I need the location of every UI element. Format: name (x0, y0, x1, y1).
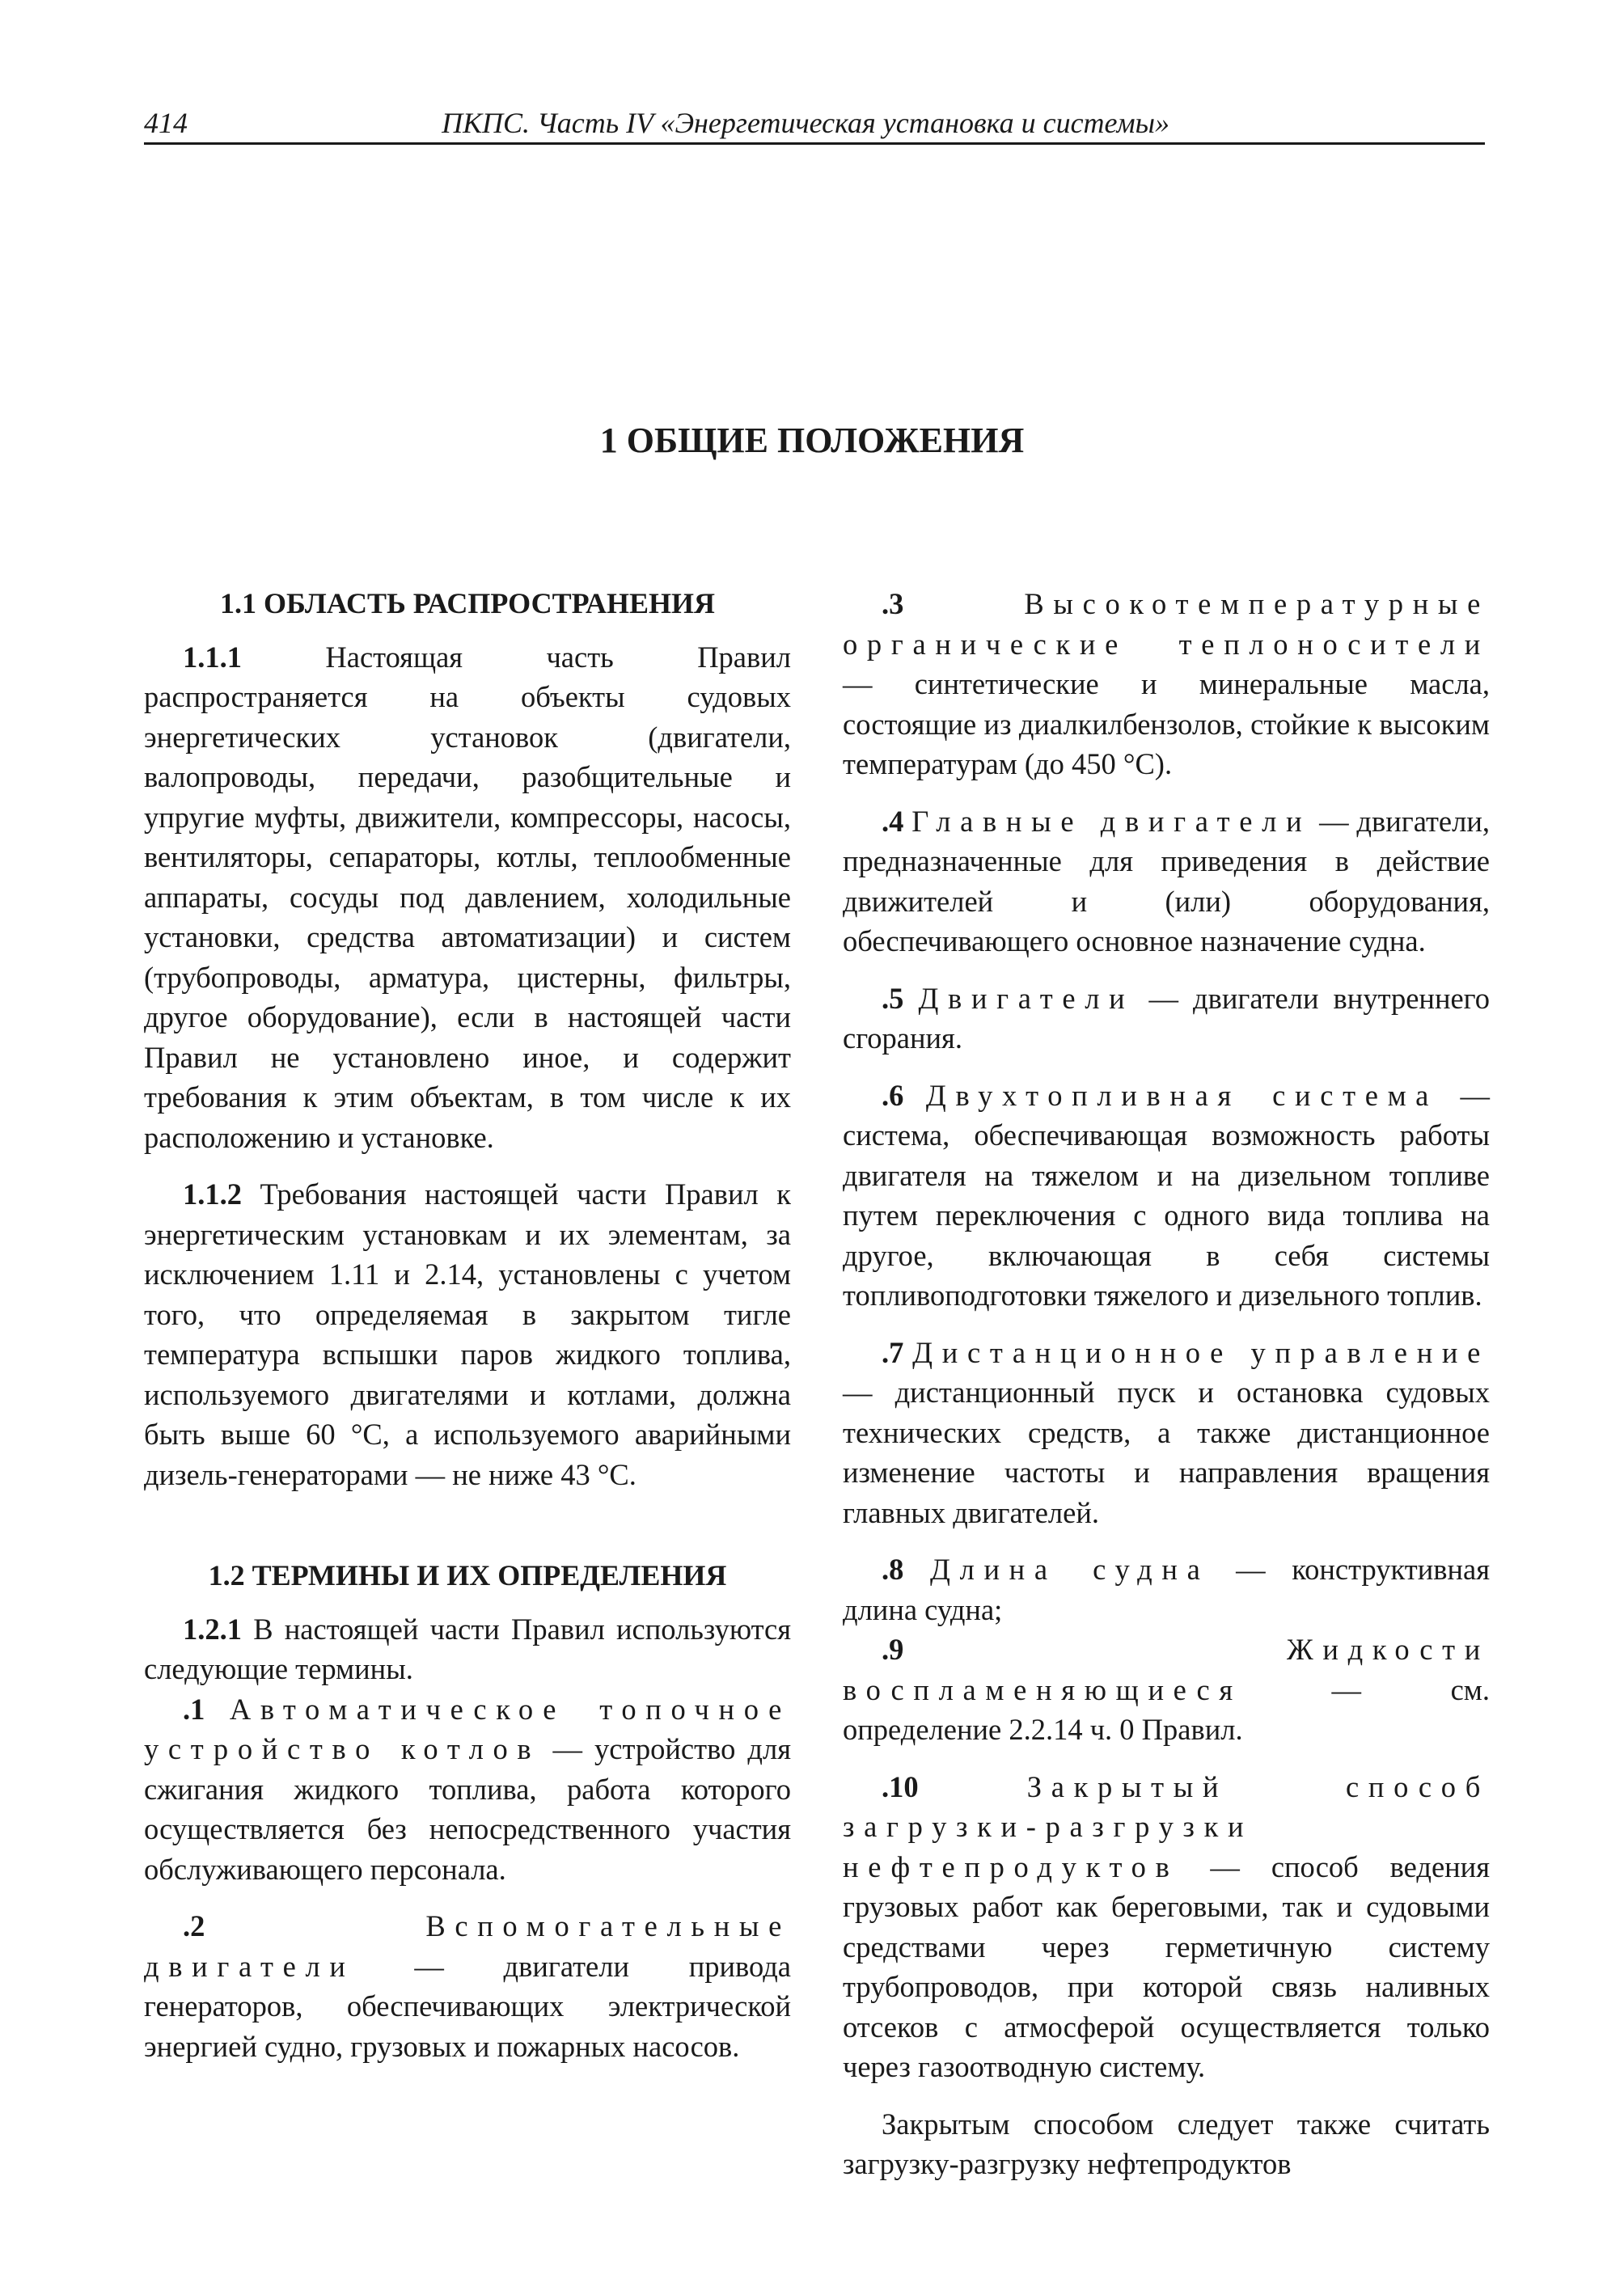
chapter-title: 1 ОБЩИЕ ПОЛОЖЕНИЯ (599, 421, 1025, 460)
term-definition: — устройство для сжигания жидкого топлива, работа которого осуществляется без непосредственного участия обслуживающего персонала. (144, 1732, 791, 1886)
term-name: Двухтопливная система (925, 1078, 1439, 1112)
term-number: .5 (882, 981, 904, 1015)
term-number: .7 (882, 1335, 904, 1369)
term-name: Двигатели (918, 981, 1135, 1015)
term-definition-9 (843, 1629, 1490, 1750)
term-definition-7 (843, 1333, 1490, 1533)
term-number: .10 (882, 1769, 919, 1803)
term-number: .9 (882, 1633, 904, 1666)
clause-number: 1.1.1 (183, 640, 242, 674)
term-definition-4 (843, 801, 1490, 962)
right-column (843, 584, 1490, 2201)
term-definition: — система, обеспечивающая возможность работы двигателя на тяжелом и на дизельном топливе путем переключения с одного вида топлива на другое, включающая в себя системы топливоподготовки тяжелого и дизельного топлив. (843, 1078, 1491, 1312)
term-number: .6 (882, 1078, 904, 1112)
term-number: .1 (183, 1692, 205, 1726)
page-number: 414 (144, 107, 188, 139)
term-definition-6 (843, 1076, 1490, 1316)
term-definition-1 (144, 1689, 791, 1890)
term-name: Главные двигатели (911, 804, 1312, 838)
paragraph-1-1-2 (144, 1174, 791, 1494)
clause-text: Настоящая часть Правил распространяется на объекты судовых энергетических установок (двигатели, валопроводы, передачи, разобщительные и упругие муфты, движители, компрессоры, насосы, вентиляторы, сепараторы, котлы, теплообменные аппараты, сосуды под давлением, холодильные установки, средства автоматизации) и систем (трубопроводы, арматура, цистерны, фильтры, другое оборудование), если в настоящей части Правил не установлено иное, и содержит требования к этим объектам, в том числе к их расположению и установке. (144, 640, 791, 1154)
running-title: ПКПС. Часть IV «Энергетическая установка и системы» (442, 107, 1169, 139)
clause-number: 1.1.2 (183, 1177, 242, 1211)
term-number: .2 (183, 1909, 205, 1942)
term-definition: — способ ведения грузовых работ как береговыми, так и судовыми средствами через герметичную систему трубопроводов, при которой связь наливных отсеков с атмосферой осуществляется только через газоотводную систему. (843, 1849, 1490, 2083)
term-definition: — двигатели привода генераторов, обеспечивающих электрической энергией судно, грузовых и пожарных насосов. (144, 1949, 791, 2063)
clause-text: Требования настоящей части Правил к энергетическим установкам и их элементам, за исключением 1.11 и 2.14, установлены с учетом того, что определяемая в закрытом тигле температура вспышки паров жидкого топлива, используемого двигателями и котлами, должна быть выше 60 °С, а используемого аварийными дизель-генераторами — не ниже 43 °С. (144, 1177, 791, 1491)
term-number: .3 (882, 587, 904, 620)
term-definition: — двигатели внутреннего сгорания. (843, 981, 1490, 1055)
term-definition-5 (843, 979, 1490, 1059)
term-definition-8 (843, 1549, 1490, 1629)
term-name: Длина судна (930, 1553, 1210, 1586)
term-name: Дистанционное управление (912, 1335, 1490, 1369)
paragraph-closed-method: Закрытым способом следует также считать загрузку-разгрузку нефтепродуктов (843, 2107, 1490, 2180)
clause-text: В настоящей части Правил используются следующие термины. (144, 1612, 791, 1685)
paragraph-1-1-1 (144, 637, 791, 1158)
term-definition: — дистанционный пуск и остановка судовых технических средств, а также дистанционное изменение частоты и направления вращения главных двигателей. (843, 1376, 1490, 1529)
term-name: Высокотемпературные органические теплоносители (843, 587, 1490, 661)
term-definition: — двигатели, предназначенные для приведения в действие движителей и (или) оборудования, обеспечивающего основное назначение судна. (843, 804, 1491, 957)
term-definition-10 (843, 1767, 1490, 2087)
term-name: Жидкости воспламеняющиеся (843, 1633, 1490, 1706)
term-definition-3 (843, 584, 1490, 784)
term-name: Автоматическое топочное устройство котлов (144, 1692, 791, 1765)
paragraph-1-2-1 (144, 1609, 791, 1689)
term-definition: — синтетические и минеральные масла, состоящие из диалкилбензолов, стойкие к высоким температурам (до 450 °С). (843, 667, 1490, 780)
term-definition-2 (144, 1906, 791, 2066)
term-name: Вспомогательные двигатели (144, 1909, 791, 1983)
section-heading-1-2: 1.2 ТЕРМИНЫ И ИХ ОПРЕДЕЛЕНИЯ (208, 1559, 727, 1591)
section-heading-1-1: 1.1 ОБЛАСТЬ РАСПРОСТРАНЕНИЯ (220, 587, 715, 619)
page-header (144, 104, 1485, 145)
term-definition: — конструктивная длина судна; (843, 1553, 1490, 1626)
term-name: Закрытый способ загрузки-разгрузки нефтепродуктов (843, 1769, 1490, 1883)
term-definition: — см. определение 2.2.14 ч. 0 Правил. (843, 1672, 1490, 1746)
clause-number: 1.2.1 (183, 1612, 242, 1646)
term-number: .8 (882, 1553, 904, 1586)
left-column (144, 584, 791, 2083)
term-number: .4 (882, 804, 904, 838)
